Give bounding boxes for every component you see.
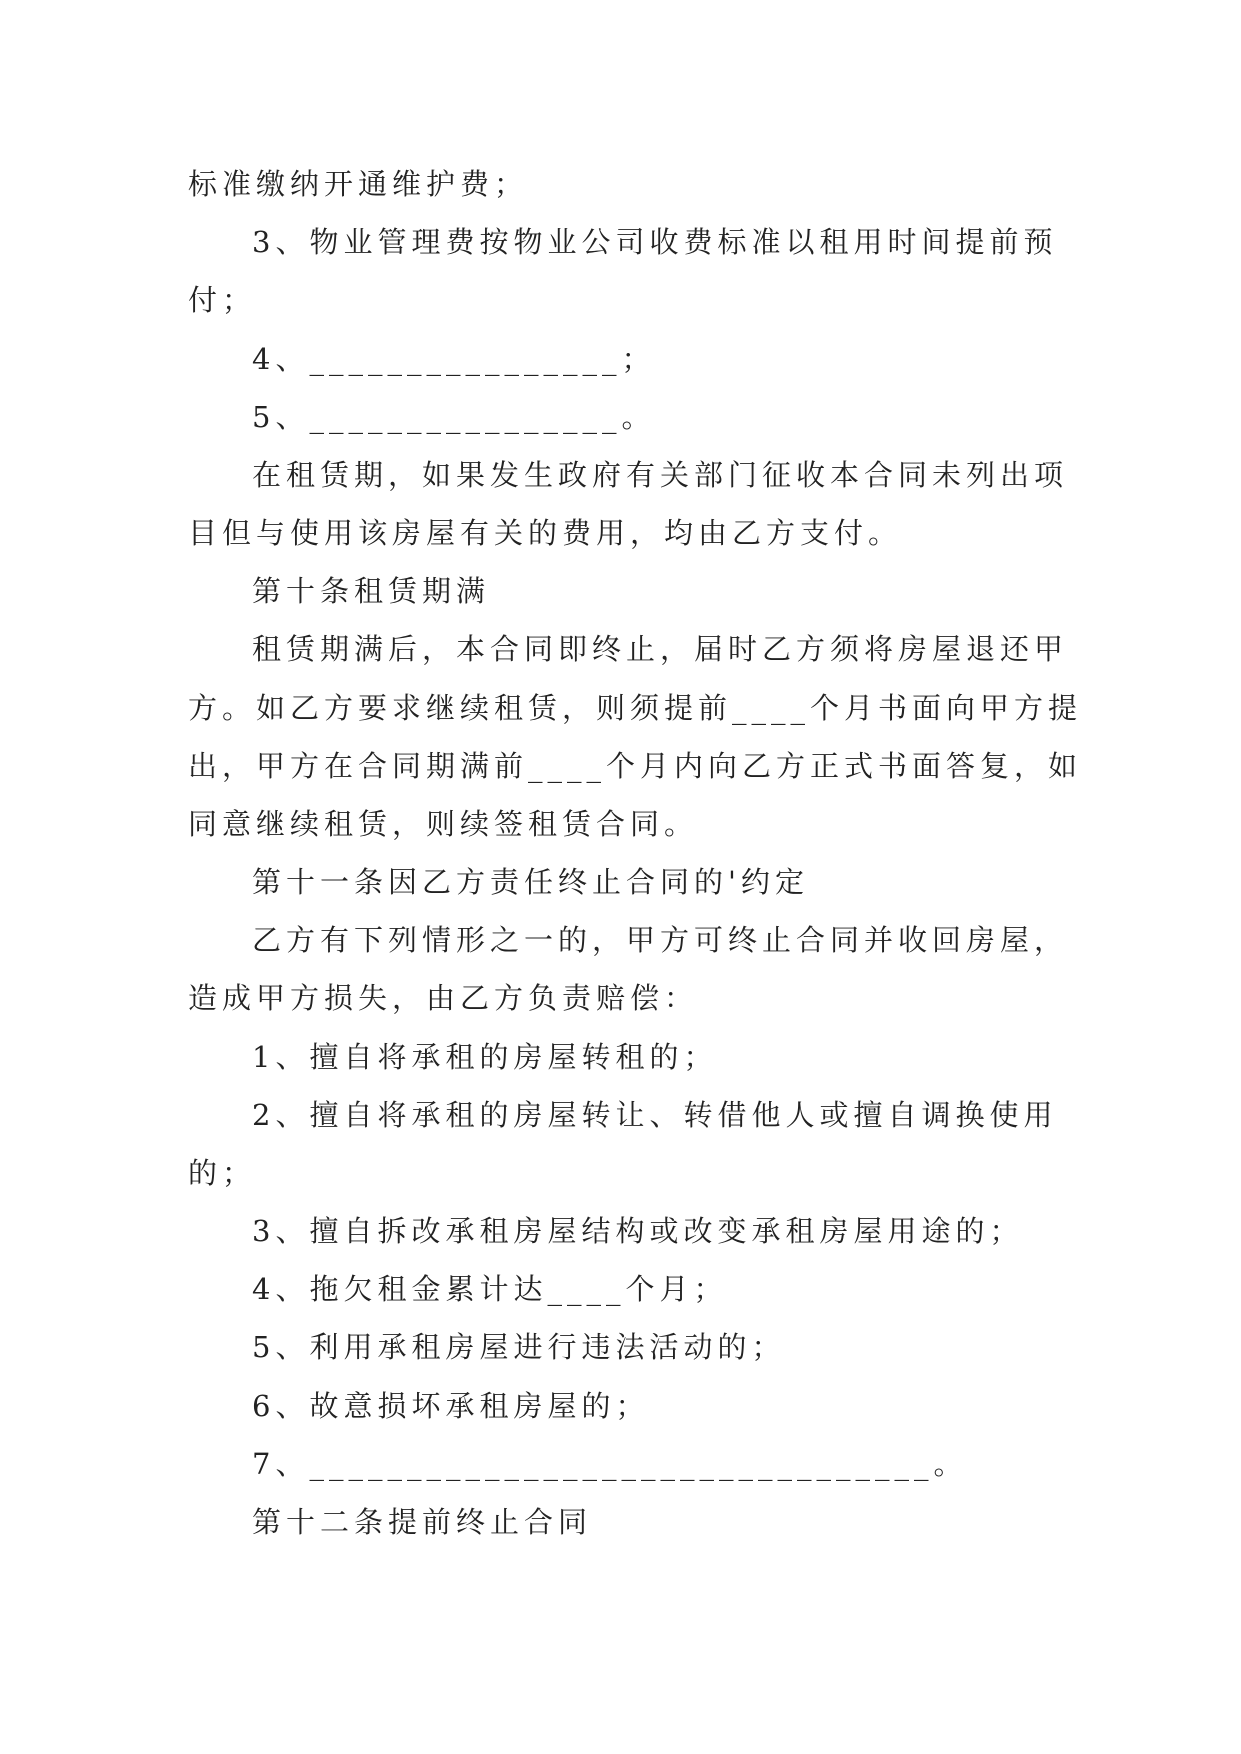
text-line: 5、________________。 [252,400,656,434]
text-line: 6、故意损坏承租房屋的； [252,1389,650,1423]
text-line: 目但与使用该房屋有关的费用，均由乙方支付。 [188,516,903,550]
section-heading: 第十二条提前终止合同 [252,1505,593,1539]
text-line: 7、________________________________。 [252,1447,968,1481]
text-line: 在租赁期，如果发生政府有关部门征收本合同未列出项 [252,458,1069,492]
text-line: 1、擅自将承租的房屋转租的； [252,1040,718,1074]
text-line: 5、利用承租房屋进行违法活动的； [252,1330,786,1364]
text-line: 造成甲方损失，由乙方负责赔偿： [188,981,699,1015]
text-line: 2、擅自将承租的房屋转让、转借他人或擅自调换使用 [252,1098,1058,1132]
text-line: 方。如乙方要求继续租赁，则须提前____个月书面向甲方提 [188,691,1083,725]
text-line: 标准缴纳开通维护费； [188,167,529,201]
text-line: 出，甲方在合同期满前____个月内向乙方正式书面答复，如 [188,749,1083,783]
text-line: 租赁期满后，本合同即终止，届时乙方须将房屋退还甲 [252,632,1069,666]
text-line: 乙方有下列情形之一的，甲方可终止合同并收回房屋， [252,923,1069,957]
text-line: 的； [188,1156,257,1190]
text-line: 3、物业管理费按物业公司收费标准以租用时间提前预 [252,225,1058,259]
section-heading: 第十条租赁期满 [252,574,491,608]
text-line: 付； [188,283,257,317]
text-line: 3、擅自拆改承租房屋结构或改变承租房屋用途的； [252,1214,1024,1248]
section-heading: 第十一条因乙方责任终止合同的'约定 [252,865,809,899]
text-line: 4、________________； [252,342,656,376]
text-line: 同意继续租赁，则续签租赁合同。 [188,807,699,841]
text-line: 4、拖欠租金累计达____个月； [252,1272,728,1306]
